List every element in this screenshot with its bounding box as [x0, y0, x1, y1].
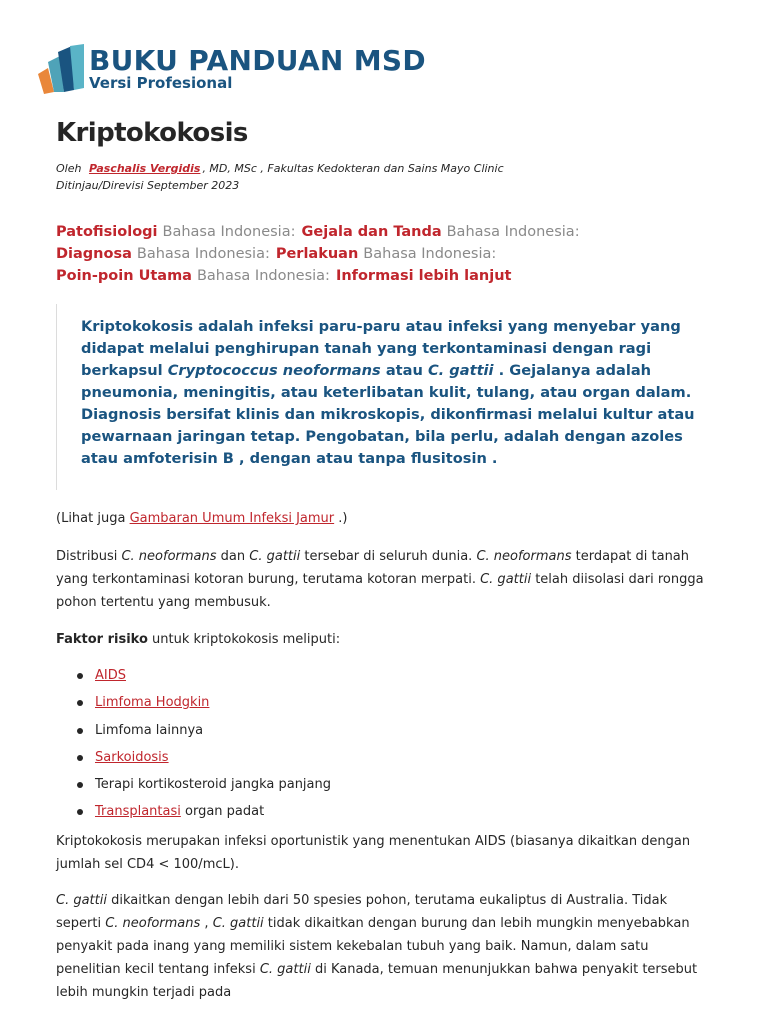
nav-link-diagnosa[interactable]: Diagnosa: [56, 246, 132, 262]
risk-factors-label: Faktor risiko: [56, 632, 148, 647]
byline-prefix: Oleh: [56, 162, 82, 175]
list-item: [56, 744, 331, 771]
nav-language-label: Bahasa Indonesia:: [446, 224, 580, 240]
list-item: Terapi kortikosteroid jangka panjang: [56, 771, 331, 798]
risk-link-sarkoidosis[interactable]: Sarkoidosis: [95, 749, 169, 765]
opportunistic-paragraph: Kriptokokosis merupakan infeksi oportunistik yang menentukan AIDS (biasanya dikaitkan dengan jumlah sel CD4 < 100/mcL).: [56, 834, 691, 872]
page-title: Kriptokokosis: [56, 118, 248, 148]
risk-link-transplantasi[interactable]: Transplantasi: [95, 804, 181, 820]
list-item: [56, 689, 331, 716]
nav-language-label: Bahasa Indonesia:: [196, 268, 330, 284]
site-header: [36, 44, 456, 96]
nav-link-informasi[interactable]: Informasi lebih lanjut: [335, 268, 512, 284]
brand-title[interactable]: BUKU PANDUAN MSD: [89, 44, 426, 77]
byline: [56, 160, 504, 194]
summary-text: Kriptokokosis adalah infeksi paru-paru atau infeksi yang menyebar yang didapat melalui penghirupan tanah yang terkontaminasi dengan ragi berkapsul Cryptococcus neoformans atau C. gattii . Gejalanya adalah pneumonia, meningitis, atau keterlibatan kulit, tulang, atau organ dalam. Diagnosis bersifat klinis dan mikroskopis, dikonfirmasi melalui kultur atau pewarnaan jaringan tetap. Pengobatan, bila perlu, adalah dengan azoles atau amfoterisin B , dengan atau tanpa flusitosin .: [81, 318, 695, 467]
nav-link-patofisiologi[interactable]: Patofisiologi: [56, 224, 158, 240]
list-item: [56, 662, 331, 689]
distribution-paragraph: Distribusi C. neoformans dan C. gattii tersebar di seluruh dunia. C. neoformans terdapat di tanah yang terkontaminasi kotoran burung, terutama kotoran merpati. C. gattii telah diisolasi dari rongga pohon tertentu yang membusuk.: [56, 549, 704, 610]
nav-link-poin-utama[interactable]: Poin-poin Utama: [56, 268, 192, 284]
risk-link-aids[interactable]: AIDS: [95, 668, 126, 683]
risk-factors-list: [56, 662, 331, 826]
brand-subtitle: Versi Profesional: [89, 74, 233, 92]
risk-link-limfoma-hodgkin[interactable]: Limfoma Hodgkin: [95, 695, 210, 711]
gattii-paragraph: C. gattii dikaitkan dengan lebih dari 50 spesies pohon, terutama eukaliptus di Australia. Tidak seperti C. neoformans , C. gattii tidak dikaitkan dengan burung dan lebih mungkin menyebabkan penyakit pada inang yang memiliki sistem kekebalan tubuh yang baik. Namun, dalam satu penelitian kecil tentang infeksi C. gattii di Kanada, temuan menunjukkan bahwa penyakit tersebut lebih mungkin terjadi pada: [56, 893, 698, 1000]
list-item: Limfoma lainnya: [56, 717, 331, 744]
list-item: Transplantasi organ padat: [56, 798, 331, 825]
see-also: (Lihat juga Gambaran Umum Infeksi Jamur .): [56, 511, 348, 526]
risk-factors-intro: Faktor risiko untuk kriptokokosis meliputi:: [56, 632, 341, 647]
msd-manual-logo-icon[interactable]: [36, 44, 86, 96]
review-date: Ditinjau/Direvisi September 2023: [56, 179, 240, 192]
author-link[interactable]: Paschalis Vergidis: [88, 162, 201, 175]
summary-box: [56, 304, 704, 490]
nav-link-perlakuan[interactable]: Perlakuan: [275, 246, 359, 262]
nav-language-label: Bahasa Indonesia:: [136, 246, 270, 262]
author-credentials: , MD, MSc , Fakultas Kedokteran dan Sains Mayo Clinic: [202, 162, 504, 175]
nav-link-gejala[interactable]: Gejala dan Tanda: [301, 224, 442, 240]
section-nav: [56, 221, 736, 287]
nav-language-label: Bahasa Indonesia:: [363, 246, 497, 262]
nav-language-label: Bahasa Indonesia:: [162, 224, 296, 240]
see-also-link[interactable]: Gambaran Umum Infeksi Jamur: [129, 511, 335, 526]
